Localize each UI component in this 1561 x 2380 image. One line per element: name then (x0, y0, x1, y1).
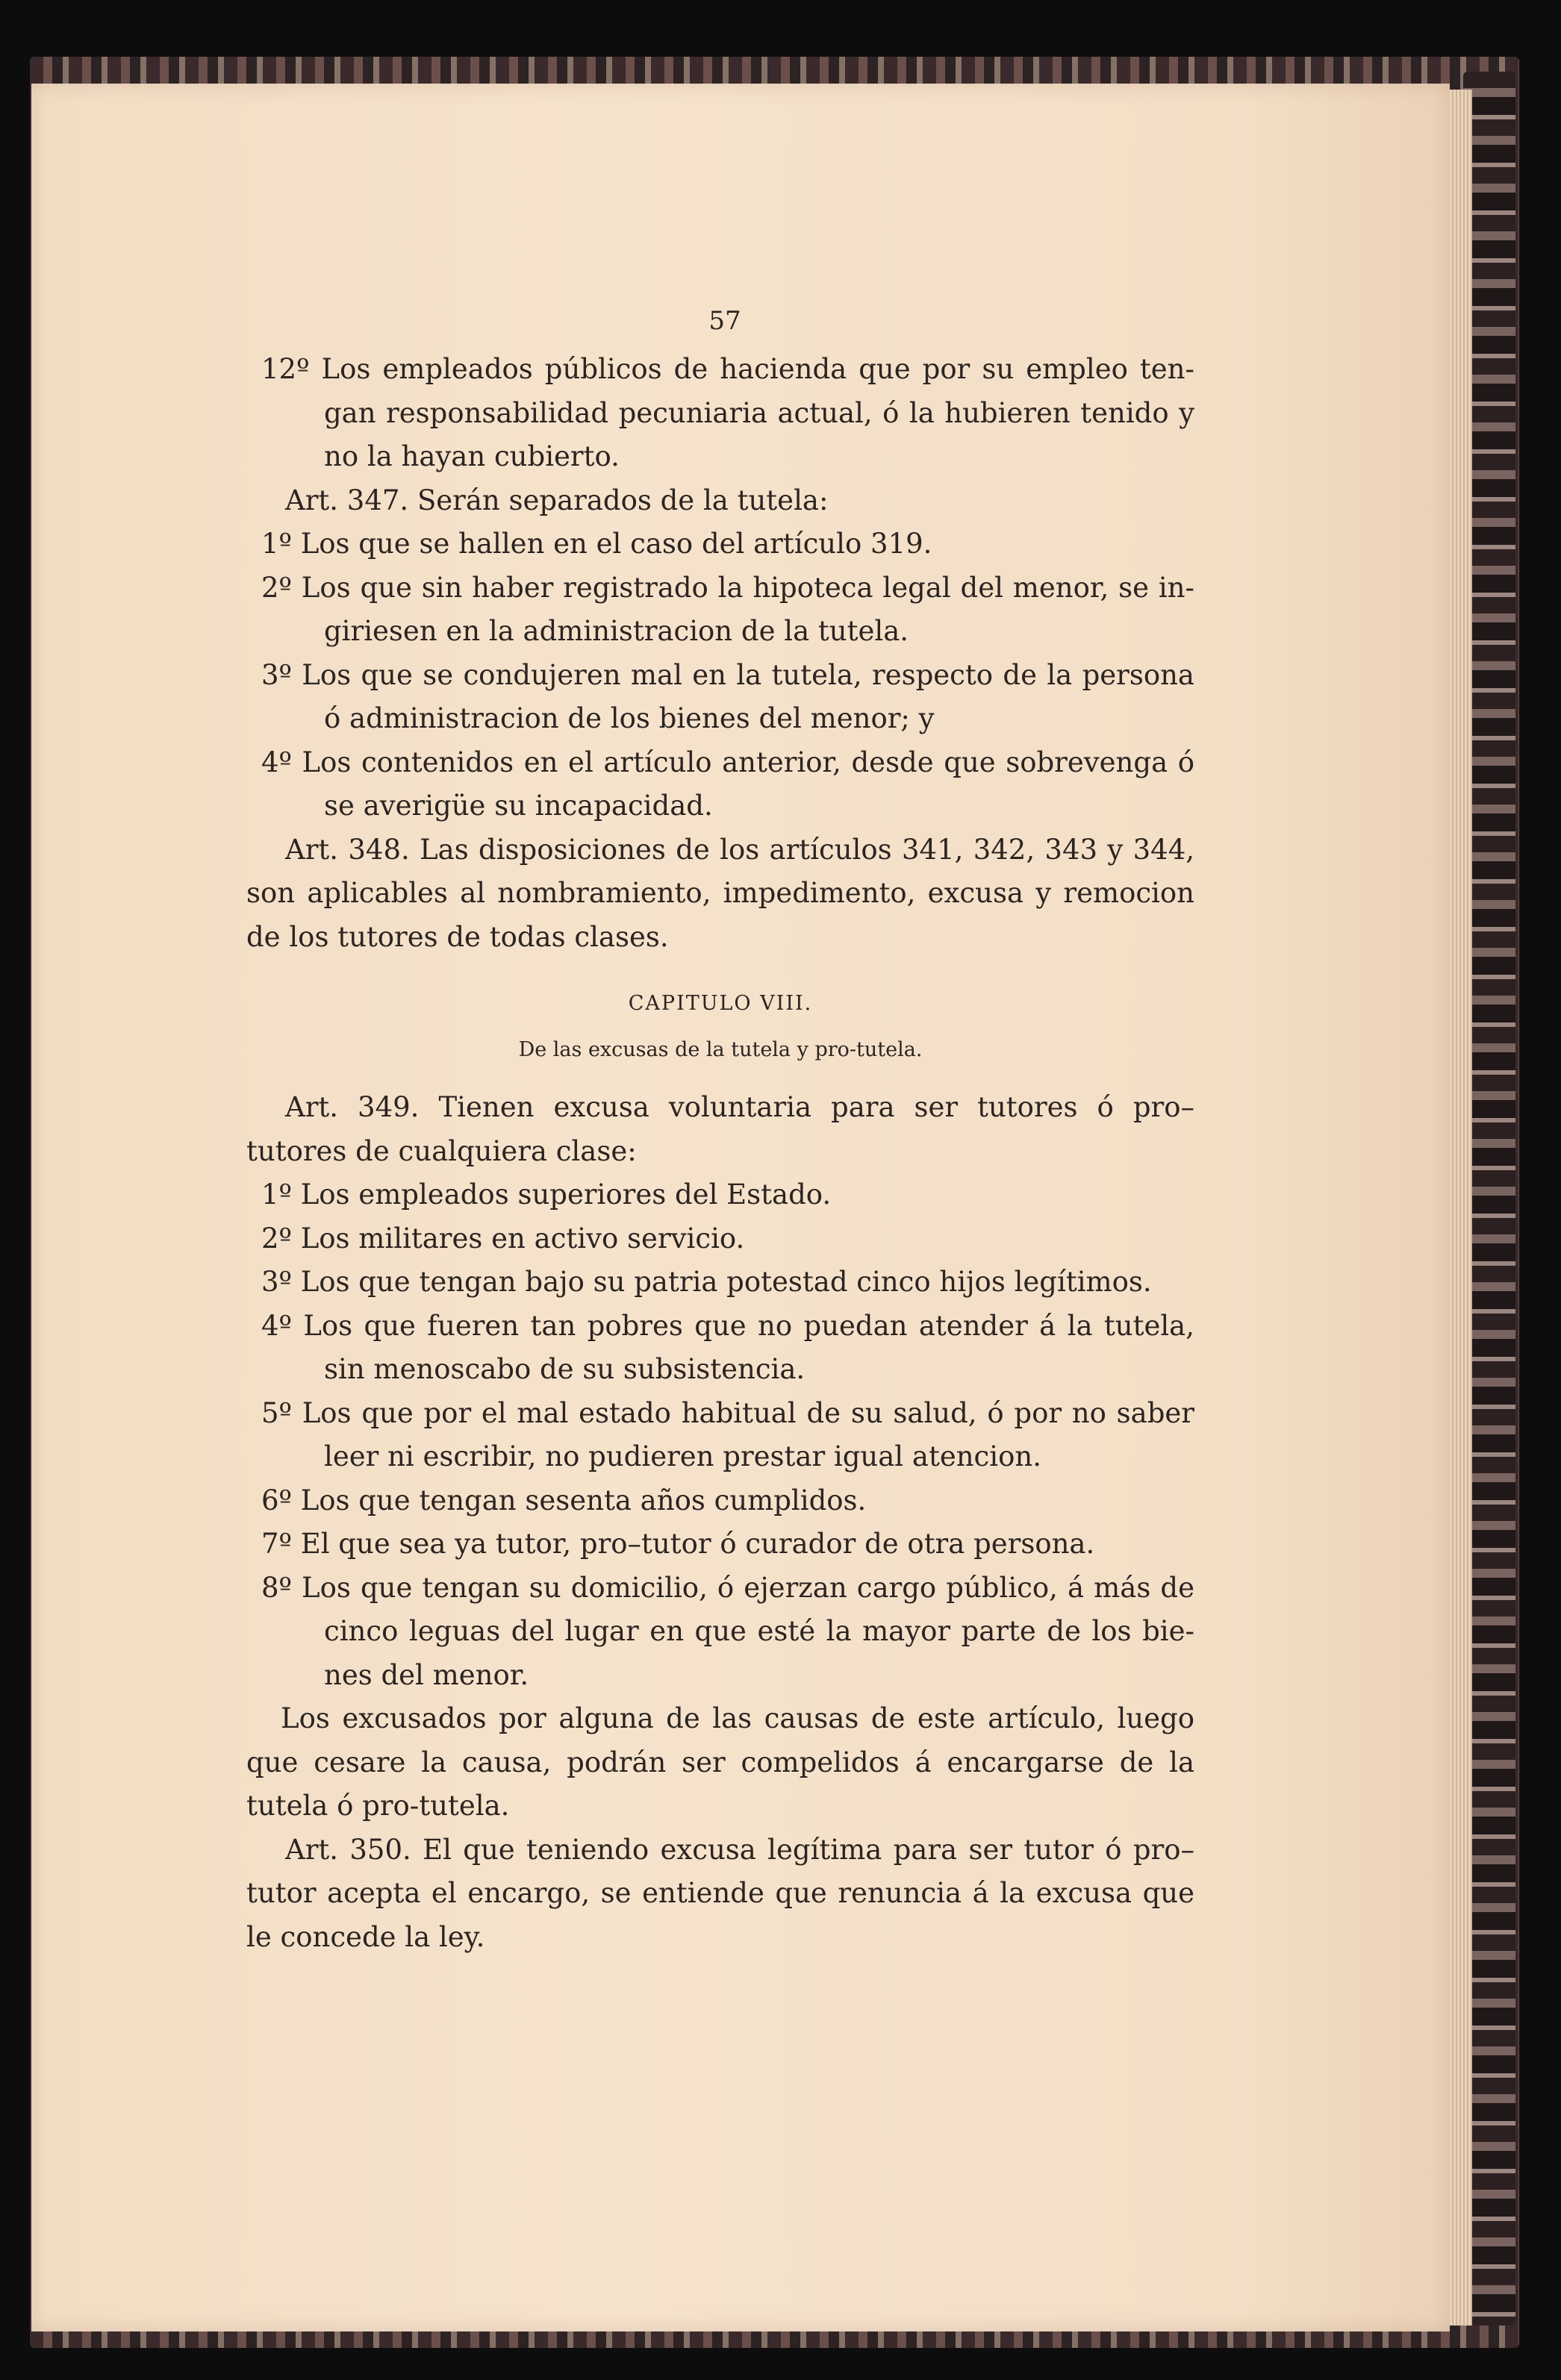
article-348: Art. 348. Las disposiciones de los artículos 341, 342, 343 y 344, son aplicables al nombramiento, impedimento, excusa y remocion de los tutores de todas clases. (246, 833, 1194, 953)
article-350: Art. 350. El que teniendo excusa legítima para ser tutor ó pro–tutor acepta el encargo, se entiende que renuncia á la excusa que le concede la ley. (246, 1833, 1194, 1953)
list-item-12: 12º Los empleados públicos de hacienda que por su empleo ten-gan responsabilidad pecuniaria actual, ó la hubieren tenido y no la hayan cubierto. (261, 353, 1194, 472)
article-349-item-2: 2º Los militares en activo servicio. (261, 1222, 745, 1255)
article-349-closing: Los excusados por alguna de las causas de este artículo, luego que cesare la causa, podrán ser compelidos á encargarse de la tutela ó pro-tutela. (246, 1702, 1194, 1822)
article-349-item-8: 8º Los que tengan su domicilio, ó ejerzan cargo público, á más de cinco leguas del lugar en que esté la mayor parte de los bie-nes del menor. (261, 1571, 1194, 1691)
article-347-item-1: 1º Los que se hallen en el caso del artículo 319. (261, 528, 932, 560)
article-349-item-5: 5º Los que por el mal estado habitual de su salud, ó por no saber leer ni escribir, no pudieren prestar igual atencion. (261, 1396, 1194, 1472)
article-349-item-3: 3º Los que tengan bajo su patria potestad cinco hijos legítimos. (261, 1266, 1152, 1298)
article-347-item-3: 3º Los que se condujeren mal en la tutela, respecto de la persona ó administracion de los bienes del menor; y (261, 658, 1194, 734)
article-349-item-6: 6º Los que tengan sesenta años cumplidos. (261, 1484, 867, 1517)
page-edges (1450, 90, 1472, 2326)
article-347-item-4: 4º Los contenidos en el artículo anterior, desde que sobrevenga ó se averigüe su incapacidad. (261, 746, 1194, 822)
article-349-item-1: 1º Los empleados superiores del Estado. (261, 1178, 832, 1211)
chapter-title: CAPITULO VIII. (628, 992, 813, 1015)
page-number: 57 (708, 306, 741, 336)
page-text (246, 299, 1194, 1959)
chapter-subtitle: De las excusas de la tutela y pro-tutela. (518, 1038, 923, 1061)
article-349-item-7: 7º El que sea ya tutor, pro–tutor ó curador de otra persona. (261, 1528, 1095, 1560)
article-347-heading: Art. 347. Serán separados de la tutela: (285, 484, 829, 516)
article-349-heading: Art. 349. Tienen excusa voluntaria para ser tutores ó pro–tutores de cualquiera clase: (246, 1091, 1194, 1167)
article-349-item-4: 4º Los que fueren tan pobres que no puedan atender á la tutela, sin menoscabo de su subsistencia. (261, 1309, 1194, 1385)
article-347-item-2: 2º Los que sin haber registrado la hipoteca legal del menor, se in-giriesen en la administracion de la tutela. (261, 571, 1194, 647)
